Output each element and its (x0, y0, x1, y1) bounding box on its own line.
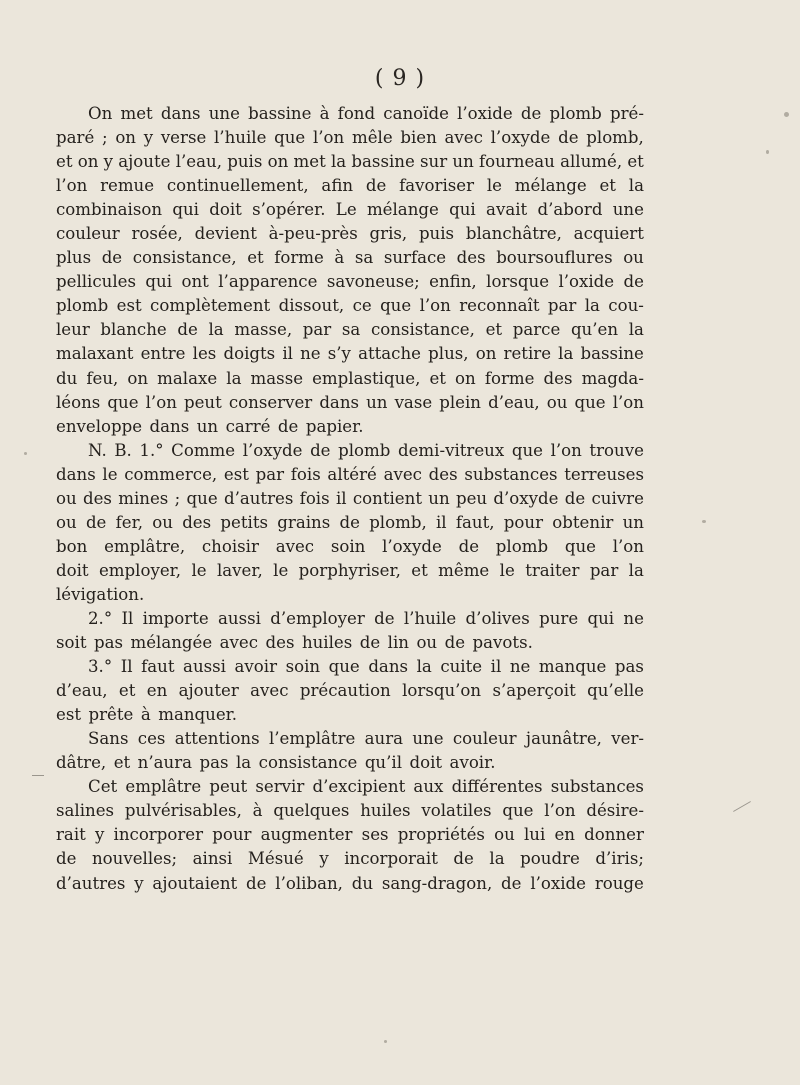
text-line: plus de consistance, et forme à sa surface des boursouflures ou (56, 248, 644, 268)
text-line: dans le commerce, est par fois altéré avec des substances terreuses (56, 464, 644, 484)
text-line: dâtre, et n’aura pas la consistance qu’il doit avoir. (56, 753, 496, 773)
text-line: leur blanche de la masse, par sa consistance, et parce qu’en la (56, 320, 644, 340)
text-line: enveloppe dans un carré de papier. (56, 416, 364, 436)
text-line: 2.° Il importe aussi d’employer de l’huile d’olives pure qui ne (88, 608, 644, 628)
text-line: paré ; on y verse l’huile que l’on mêle bien avec l’oxyde de plomb, (56, 128, 644, 148)
text-line: l’on remue continuellement, afin de favoriser le mélange et la (56, 176, 644, 196)
text-line: On met dans une bassine à fond canoïde l’oxide de plomb pré- (88, 104, 644, 123)
text-line: Sans ces attentions l’emplâtre aura une couleur jaunâtre, ver- (88, 729, 644, 749)
text-line: du feu, on malaxe la masse emplastique, et on forme des magda- (56, 368, 644, 388)
text-line: et on y ajoute l’eau, puis on met la bassine sur un fourneau allumé, et (56, 152, 644, 172)
paper-mark (733, 801, 751, 812)
text-line: soit pas mélangée avec des huiles de lin ou de pavots. (56, 633, 533, 653)
text-line: 3.° Il faut aussi avoir soin que dans la cuite il ne manque pas (88, 657, 644, 677)
page-number: ( 9 ) (374, 66, 426, 91)
text-line: d’eau, et en ajouter avec précaution lorsqu’on s’aperçoit qu’elle (56, 681, 644, 701)
text-line: rait y incorporer pour augmenter ses propriétés ou lui en donner (56, 825, 644, 845)
text-line: de nouvelles; ainsi Mésué y incorporait de la poudre d’iris; (56, 849, 644, 869)
paper-speck (384, 1040, 387, 1043)
text-line: léons que l’on peut conserver dans un vase plein d’eau, ou que l’on (56, 392, 644, 412)
text-line: ou des mines ; que d’autres fois il contient un peu d’oxyde de cuivre (56, 488, 644, 508)
paper-speck (766, 150, 769, 154)
text-line: doit employer, le laver, le porphyriser, et même le traiter par la (56, 560, 644, 580)
text-line: bon emplâtre, choisir avec soin l’oxyde de plomb que l’on (56, 536, 644, 556)
text-line: est prête à manquer. (56, 705, 238, 725)
body-text (56, 102, 644, 896)
text-line: combinaison qui doit s’opérer. Le mélange qui avait d’abord une (56, 200, 644, 220)
text-line: ou de fer, ou des petits grains de plomb, il faut, pour obtenir un (56, 512, 644, 532)
paper-speck (784, 112, 789, 117)
text-line: salines pulvérisables, à quelques huiles volatiles que l’on désire- (56, 801, 644, 821)
text-line: d’autres y ajoutaient de l’oliban, du sang-dragon, de l’oxide rouge (56, 873, 644, 893)
text-line: malaxant entre les doigts il ne s’y attache plus, on retire la bassine (56, 344, 644, 364)
paper-speck (24, 452, 27, 455)
text-line: plomb est complètement dissout, ce que l’on reconnaît par la cou- (56, 296, 644, 316)
text-line: lévigation. (56, 584, 145, 604)
text-line: couleur rosée, devient à-peu-près gris, puis blanchâtre, acquiert (56, 224, 644, 244)
paper-mark (32, 775, 44, 776)
text-line: pellicules qui ont l’apparence savoneuse; enfin, lorsque l’oxide de (56, 272, 644, 292)
paper-speck (702, 520, 706, 523)
text-line: N. B. 1.° Comme l’oxyde de plomb demi-vitreux que l’on trouve (88, 440, 644, 460)
text-line: Cet emplâtre peut servir d’excipient aux différentes substances (88, 777, 644, 797)
